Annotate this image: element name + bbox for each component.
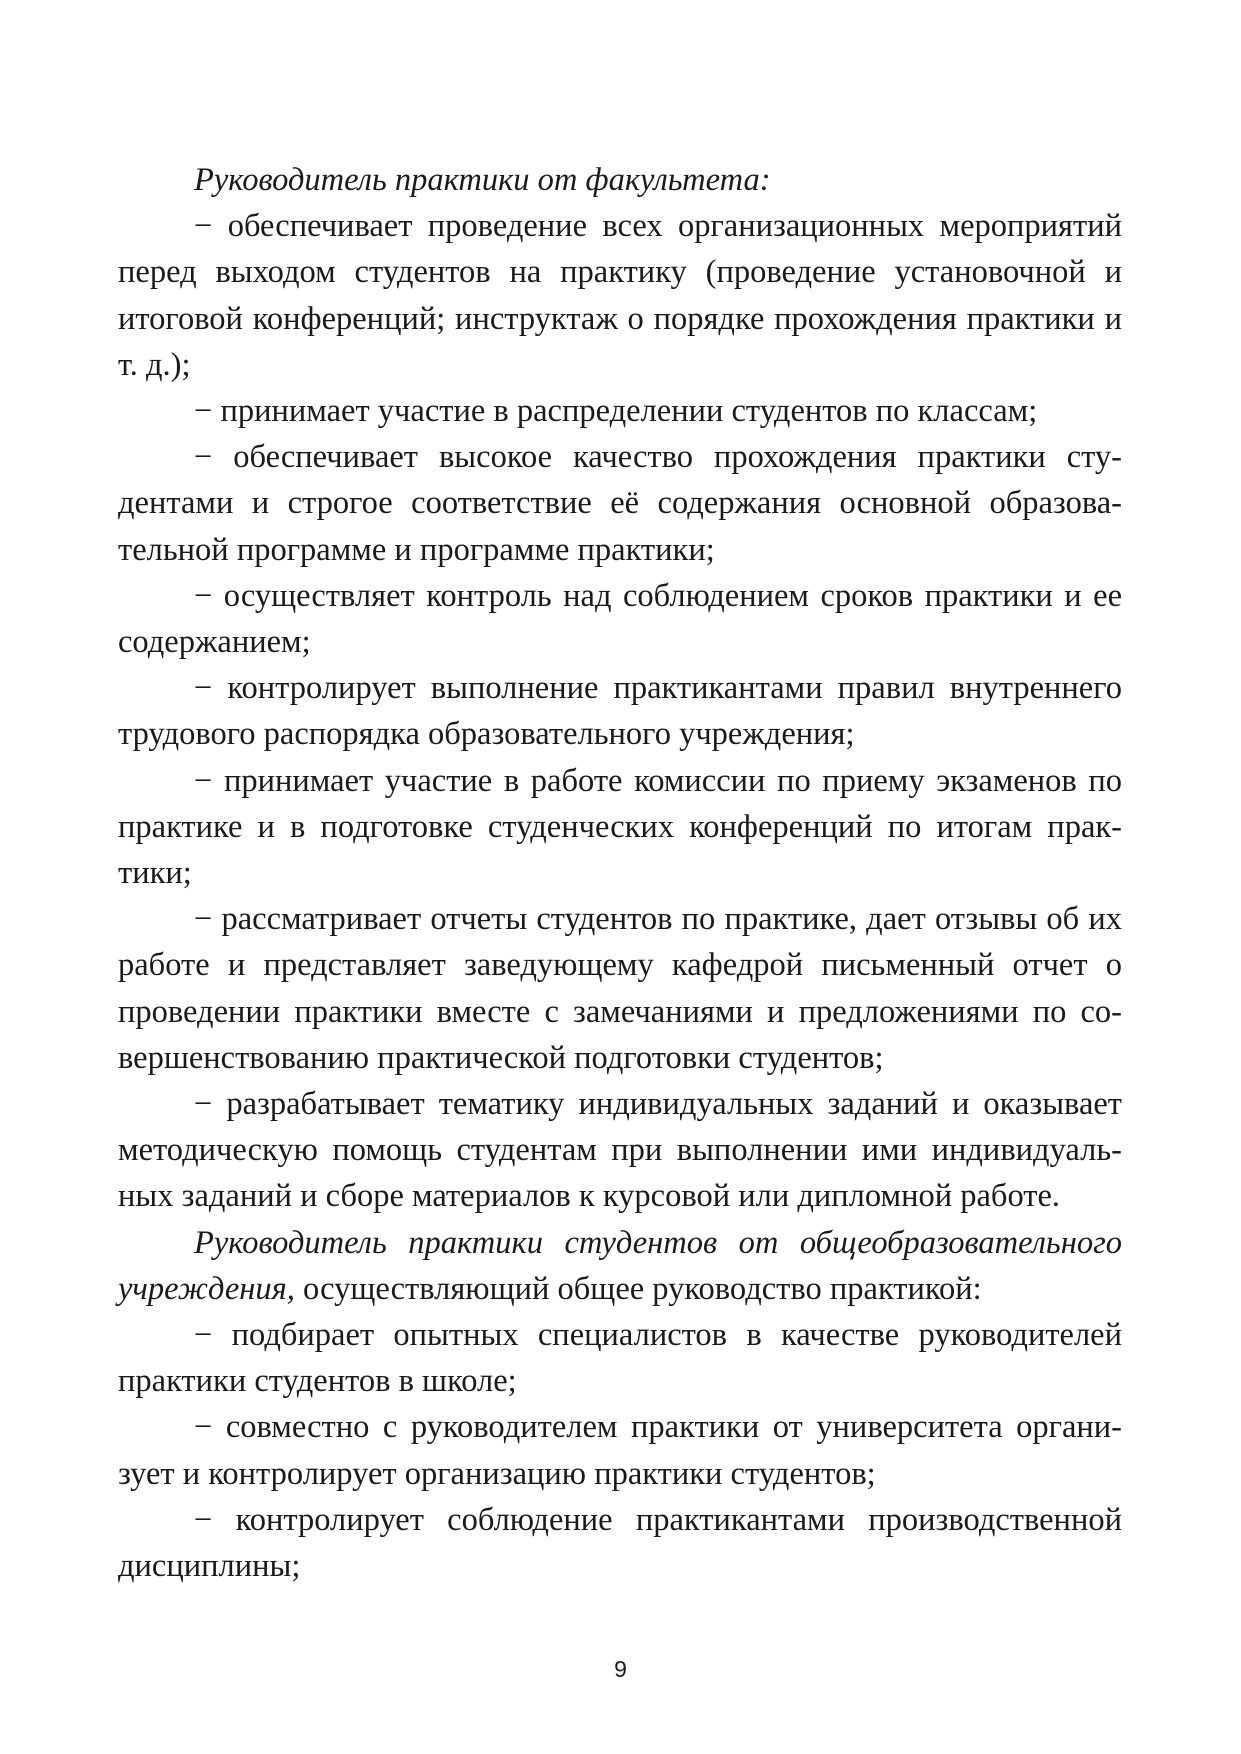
list-item: − принимает участие в распределении студентов по классам; [194, 393, 1038, 430]
list-item: − обеспечивает высокое качество прохождения практики студентами и строгое соответствие её содержания основной образовательной программе и программе практики; [118, 439, 1122, 568]
list-item: − осуществляет контроль над соблюдением сроков практики и ее содержанием; [118, 577, 1122, 661]
section-heading-faculty-supervisor: Руководитель практики от факультета: [194, 162, 771, 198]
list-item: − контролирует соблюдение практикантами производственной дисциплины; [118, 1501, 1122, 1585]
list-item: − подбирает опытных специалистов в качестве руководителей практики студентов в школе; [118, 1317, 1122, 1400]
page-number: 9 [614, 1656, 627, 1682]
list-item: − контролирует выполнение практикантами правил внутреннего трудового распорядка образовательного учреждения; [118, 670, 1122, 753]
list-item: − совместно с руководителем практики от университета организует и контролирует организацию практики студентов; [118, 1409, 1122, 1492]
list-item: − рассматривает отчеты студентов по практике, дает отзывы об их работе и представляет заведующему кафедрой письменный отчет о проведении практики вместе с замечаниями и предложениями по совершенствованию практической подготовки студентов; [118, 901, 1122, 1076]
list-item: − принимает участие в работе комиссии по приему экзаменов по практике и в подготовке студенческих конференций по итогам практики; [118, 762, 1122, 892]
list-item: − обеспечивает проведение всех организационных мероприятий перед выходом студентов на практику (проведение установочной и итоговой конференций; инструктаж о порядке прохождения практики и т. д.); [118, 208, 1122, 383]
section-heading-school-supervisor [118, 1220, 1122, 1312]
section-heading-italic: Руководитель практики студентов от общеобразовательного учреждения, [118, 1224, 1122, 1307]
section-heading-rest: осуществляющий общее руководство практикой: [294, 1270, 982, 1307]
body-text [118, 157, 1122, 1589]
list-item: − разрабатывает тематику индивидуальных заданий и оказывает методическую помощь студентам при выполнении ими индивидуальных заданий и сборе материалов к курсовой или дипломной работе. [118, 1086, 1122, 1215]
